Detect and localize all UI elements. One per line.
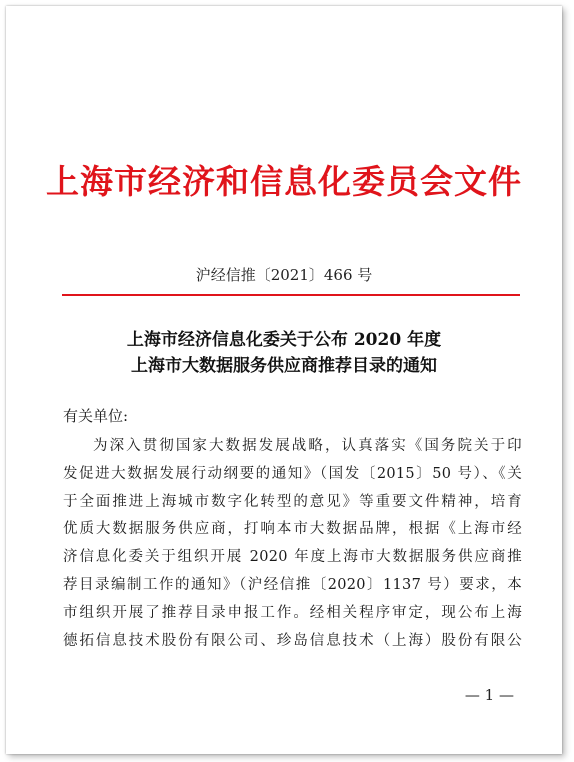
document-page	[6, 6, 562, 754]
page-number: — 1 —	[464, 686, 514, 704]
body-line: 于全面推进上海城市数字化转型的意见》等重要文件精神，培育	[63, 493, 522, 510]
body-line: 市组织开展了推荐目录申报工作。经相关程序审定，现公布上海	[63, 604, 522, 621]
addressee: 有关单位:	[63, 407, 129, 425]
body-line: 优质大数据服务供应商，打响本市大数据品牌，根据《上海市经	[63, 521, 522, 538]
body-line: 发促进大数据发展行动纲要的通知》（国发〔2015〕50 号）、《关	[63, 465, 522, 482]
body-line: 为深入贯彻国家大数据发展战略，认真落实《国务院关于印	[93, 438, 522, 454]
notice-title	[6, 327, 562, 379]
document-number: 沪经信推〔2021〕466 号	[195, 266, 373, 284]
body-paragraph	[63, 433, 522, 655]
body-line: 德拓信息技术股份有限公司、珍岛信息技术（上海）股份有限公	[63, 632, 522, 649]
notice-title-line-1: 上海市经济信息化委关于公布 2020 年度	[126, 330, 442, 350]
red-divider-line	[62, 294, 520, 296]
notice-title-line-2: 上海市大数据服务供应商推荐目录的通知	[131, 356, 437, 376]
document-header-title: 上海市经济和信息化委员会文件	[46, 162, 522, 201]
body-line: 荐目录编制工作的通知》（沪经信推〔2020〕1137 号）要求，本	[63, 576, 522, 593]
body-line: 济信息化委关于组织开展 2020 年度上海市大数据服务供应商推	[63, 549, 522, 566]
